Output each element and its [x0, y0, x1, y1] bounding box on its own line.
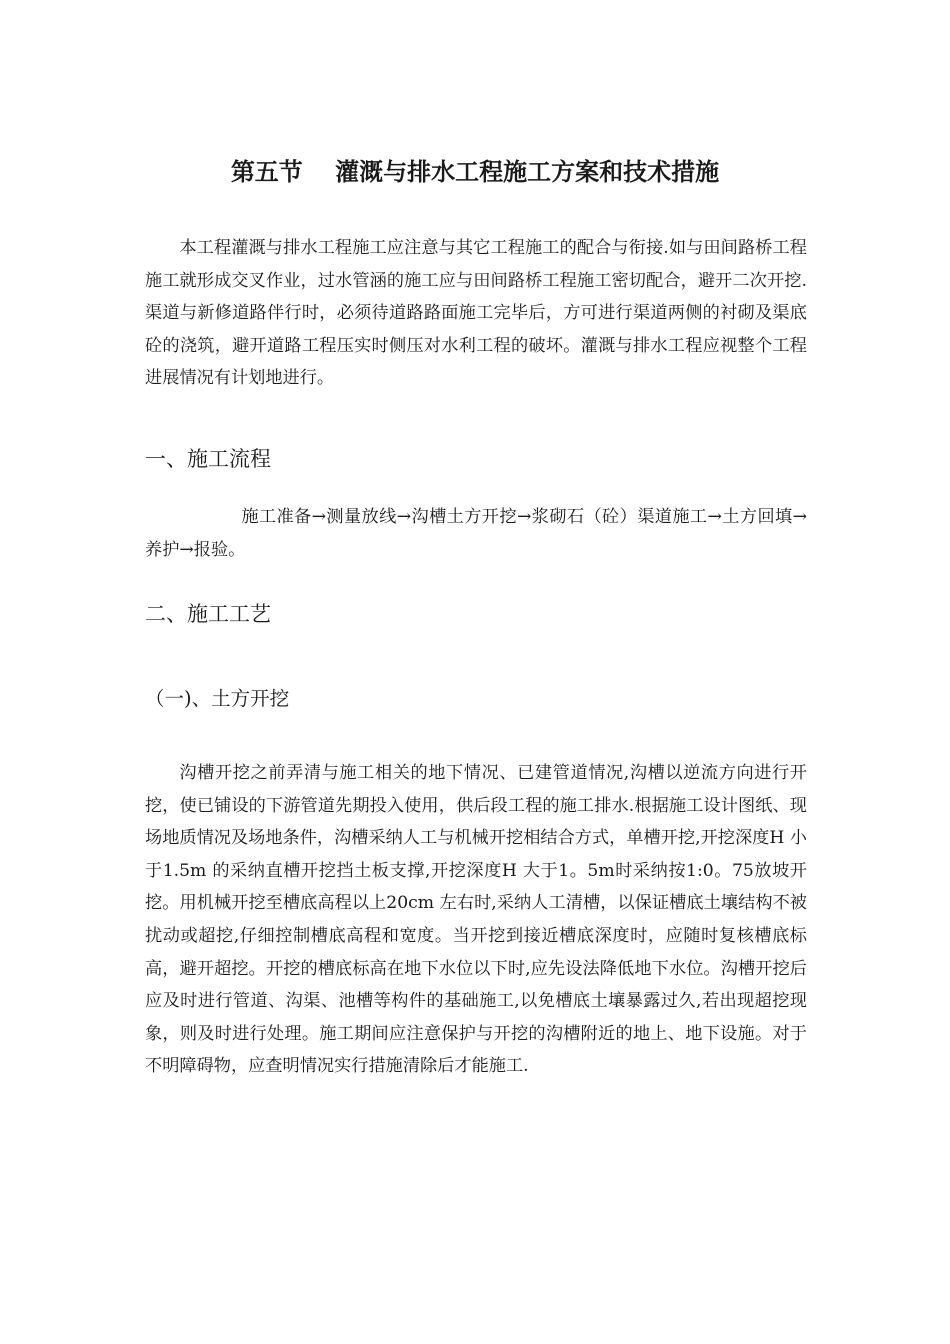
- heading-construction-technique: 二、施工工艺: [145, 602, 271, 626]
- section-title: 第五节 灌溉与排水工程施工方案和技术措施: [230, 158, 720, 186]
- heading-construction-process: 一、施工流程: [145, 447, 271, 471]
- process-flow-paragraph: 施工准备→测量放线→沟槽土方开挖→浆砌石（砼）渠道施工→土方回填→养护→报验。: [145, 507, 807, 560]
- intro-paragraph: 本工程灌溉与排水工程施工应注意与其它工程施工的配合与衔接.如与田间路桥工程施工就形成交叉作业，过水管涵的施工应与田间路桥工程施工密切配合，避开二次开挖.渠道与新修道路伴行时，必须待道路路面施工完毕后，方可进行渠道两侧的衬砌及渠底砼的浇筑，避开道路工程压实时侧压对水利工程的破坏。灌溉与排水工程应视整个工程进展情况有计划地进行。: [145, 238, 807, 389]
- excavation-paragraph: 沟槽开挖之前弄清与施工相关的地下情况、已建管道情况,沟槽以逆流方向进行开挖，使已铺设的下游管道先期投入使用，供后段工程的施工排水.根据施工设计图纸、现场地质情况及场地条件，沟槽采纳人工与机械开挖相结合方式，单槽开挖,开挖深度H 小于1.5m 的采纳直槽开挖挡土板支撑,开挖深度H 大于1。5m时采纳按1:0。75放坡开挖。用机械开挖至槽底高程以上20cm 左右时,采纳人工清槽，以保证槽底土壤结构不被扰动或超挖,仔细控制槽底高程和宽度。当开挖到接近槽底深度时，应随时复核槽底标高，避开超挖。开挖的槽底标高在地下水位以下时,应先设法降低地下水位。沟槽开挖后应及时进行管道、沟渠、池槽等构件的基础施工,以免槽底土壤暴露过久,若出现超挖现象，则及时进行处理。施工期间应注意保护与开挖的沟槽附近的地上、地下设施。对于不明障碍物，应查明情况实行措施清除后才能施工.: [145, 763, 807, 1077]
- heading-earth-excavation: （一)、土方开挖: [145, 687, 290, 710]
